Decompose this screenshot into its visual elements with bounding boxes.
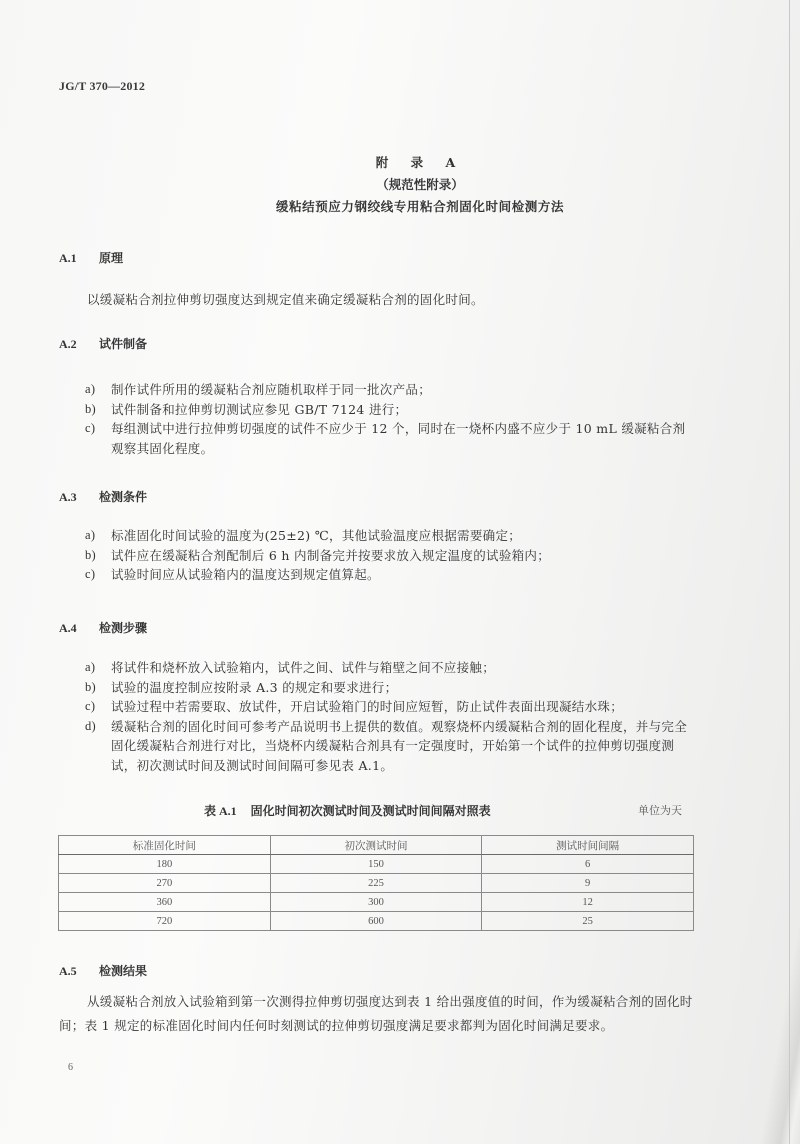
list-item-text: 标准固化时间试验的温度为(25±2) ℃，其他试验温度应根据需要确定； [111,528,522,543]
list-item-text: 试件制备和拉伸剪切测试应参见 GB/T 7124 进行； [111,401,408,417]
list-item-text: 缓凝粘合剂的固化时间可参考产品说明书上提供的数值。观察烧杯内缓凝粘合剂的固化程度，并与完全固化缓凝粘合剂进行对比，当烧杯内缓凝粘合剂具有一定强度时，开始第一个试件的拉伸剪切强度测试，初次测试时间及测试时间间隔可参见表 A.1。 [111,718,688,773]
table-cell: 720 [59,912,271,931]
curing-time-table [58,835,694,931]
list-item [85,419,695,458]
table-row [59,855,694,874]
list-item-text: 试验时间应从试验箱内的温度达到规定值算起。 [111,567,380,582]
section-title: 原理 [99,251,124,265]
list-marker: c) [85,567,96,581]
list-item-text: 试验的温度控制应按附录 A.3 的规定和要求进行； [111,679,398,695]
section-heading-a4 [59,619,147,636]
section-heading-a3 [59,488,147,505]
table-cell: 12 [482,893,694,912]
table-row [59,874,694,893]
page-number: 6 [68,1062,73,1073]
list-item-text: 每组测试中进行拉伸剪切强度的试件不应少于 12 个，同时在一烧杯内盛不应少于 10 mL 缓凝粘合剂观察其固化程度。 [111,421,686,456]
list-item [85,717,695,776]
table-cell: 180 [59,855,271,874]
table-unit-note: 单位为天 [638,804,682,817]
section-title: 试件制备 [99,337,148,351]
table-cell: 6 [482,855,694,874]
section-heading-a2 [59,335,147,352]
list-marker: b) [85,401,97,416]
table-cell: 600 [270,912,482,931]
table-caption-title [204,802,491,819]
list-marker: d) [85,718,97,733]
list-marker: c) [85,699,96,713]
table-cell: 9 [482,874,694,893]
section-title: 检测步骤 [99,621,148,635]
table-cell: 225 [270,874,482,893]
list-item [85,400,695,420]
list-marker: b) [85,547,97,562]
list-marker: c) [85,421,96,435]
table-row [59,912,694,931]
list-item [85,697,695,717]
table-cell: 300 [270,893,482,912]
section-a3-list [85,526,695,585]
column-header: 测试时间间隔 [482,836,694,855]
list-marker: a) [85,382,96,396]
table-cell: 25 [482,912,694,931]
list-item [85,526,695,546]
column-header: 初次测试时间 [270,836,482,855]
list-item [85,380,695,400]
section-a4-list [85,658,695,775]
section-number: A.5 [59,964,77,978]
table-title: 固化时间初次测试时间及测试时间间隔对照表 [250,804,491,818]
standard-code: JG/T 370—2012 [59,79,146,93]
section-a2-list [85,380,695,458]
list-item [85,565,695,585]
section-number: A.2 [59,337,77,351]
section-a5-paragraph: 从缓凝粘合剂放入试验箱到第一次测得拉伸剪切强度达到表 1 给出强度值的时间，作为缓凝粘合剂的固化时间；表 1 规定的标准固化时间内任何时刻测试的拉伸剪切强度满足要求都判为固化时间满足要求。 [59,994,693,1033]
column-header: 标准固化时间 [59,836,271,855]
list-item [85,658,695,678]
list-item-text: 试件应在缓凝粘合剂配制后 6 h 内制备完并按要求放入规定温度的试验箱内； [111,547,551,563]
appendix-label: 附 录 A [375,155,465,170]
section-number: A.3 [59,490,77,504]
list-marker: a) [85,528,96,542]
section-a1-paragraph: 以缓凝粘合剂拉伸剪切强度达到规定值来确定缓凝粘合剂的固化时间。 [87,292,484,307]
appendix-title-block [0,152,800,218]
section-number: A.1 [59,251,77,265]
list-item-text: 试验过程中若需要取、放试件，开启试验箱门的时间应短暂，防止试件表面出现凝结水珠； [111,699,624,714]
appendix-type: （规范性附录） [376,177,464,192]
table-cell: 270 [59,874,271,893]
section-heading-a1 [59,249,123,266]
section-heading-a5 [59,962,147,979]
table-number: 表 A.1 [204,804,237,818]
list-item [85,678,695,698]
list-item-text: 制作试件所用的缓凝粘合剂应随机取样于同一批次产品； [111,382,432,397]
table-cell: 150 [270,855,482,874]
section-title: 检测条件 [99,490,148,504]
table-header-row [59,836,694,855]
table-cell: 360 [59,893,271,912]
appendix-main-title: 缓粘结预应力钢绞线专用粘合剂固化时间检测方法 [275,199,565,214]
list-item [85,546,695,566]
table-row [59,893,694,912]
list-marker: b) [85,679,97,694]
section-number: A.4 [59,621,77,635]
list-marker: a) [85,660,96,674]
section-title: 检测结果 [99,964,148,978]
list-item-text: 将试件和烧杯放入试验箱内，试件之间、试件与箱壁之间不应接触； [111,660,496,675]
